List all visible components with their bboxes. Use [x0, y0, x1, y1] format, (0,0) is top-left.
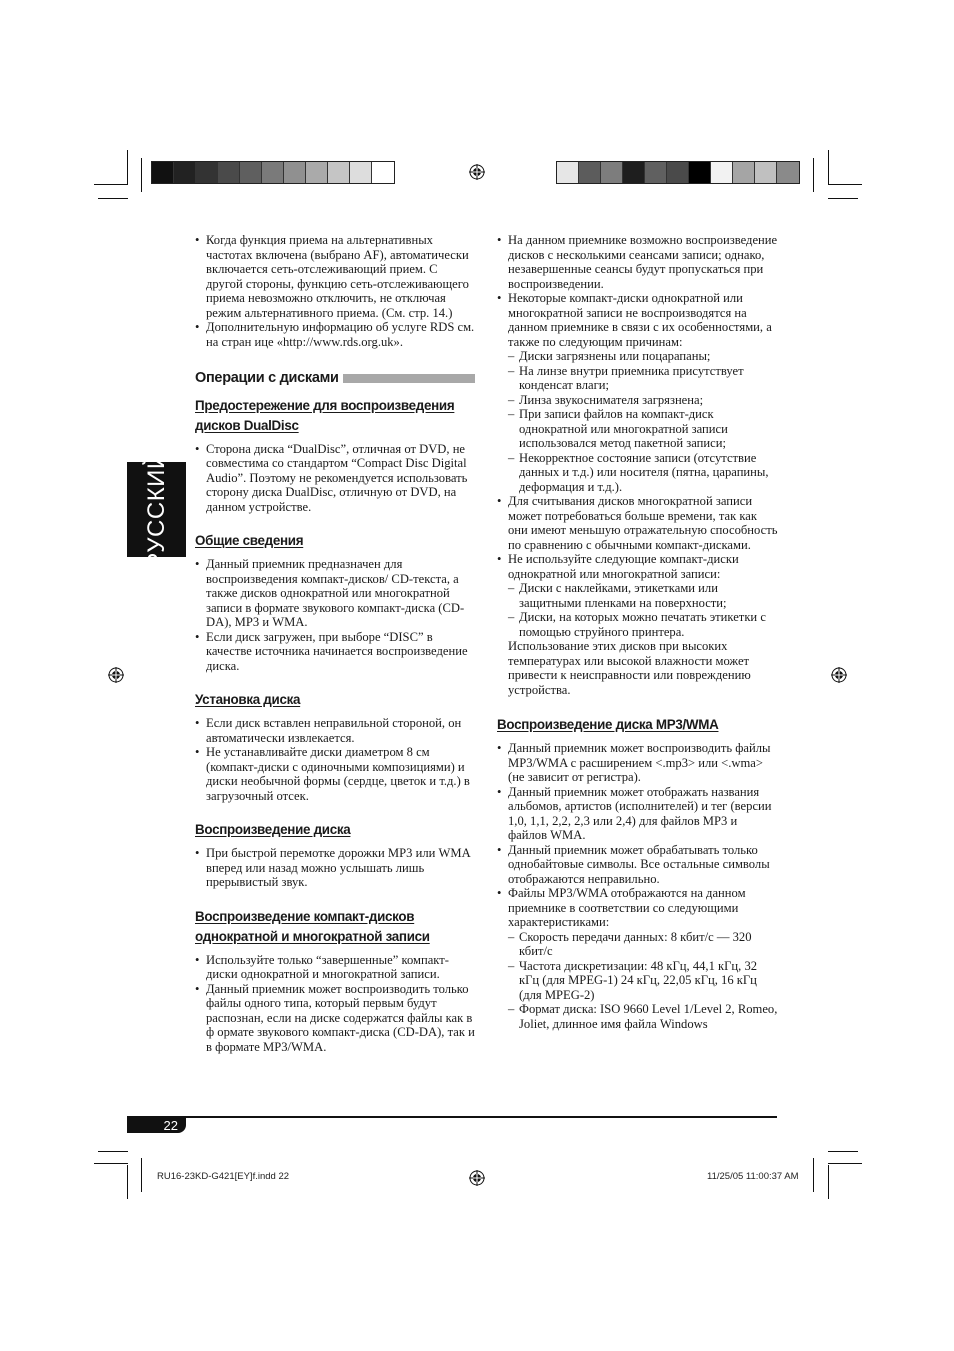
- list-item: • Если диск загружен, при выборе “DISC” в качестве источника начинается воспроизведение диска.: [195, 630, 475, 674]
- color-swatch: [623, 162, 645, 183]
- crop-mark: [828, 184, 862, 185]
- crop-mark: [94, 1163, 128, 1164]
- heading-playback: [195, 820, 475, 840]
- language-tab-label: РУССКИЙ: [142, 450, 170, 569]
- list-item: • При быстрой перемотке дорожки MP3 или WMA вперед или назад можно услышать лишь прерывистый звук.: [195, 846, 475, 890]
- heading-general-text: Общие сведения: [195, 533, 304, 548]
- color-swatch: [218, 162, 240, 183]
- list-item: • Данный приемник может обрабатывать только однобайтовые символы. Все остальные символы отображаются неправильно.: [497, 843, 779, 887]
- list-item: • Для считывания дисков многократной записи может потребоваться больше времени, так как они имеют меньшую отражательную способность по сравнению с обычными компакт-дисками.: [497, 494, 779, 552]
- sub-list-item: – Формат диска: ISO 9660 Level 1/Level 2, Romeo, Joliet, длинное имя файла Windows: [497, 1002, 779, 1031]
- list-item: • Данный приемник может воспроизводить файлы MP3/WMA с расширением <.mp3> или <.wma> (не зависит от регистра).: [497, 741, 779, 785]
- list-item: • Используйте только “завершенные” компакт-диски однократной и многократной записи.: [195, 953, 475, 982]
- crop-mark: [98, 198, 128, 199]
- crop-mark: [141, 1158, 142, 1192]
- color-swatch: [711, 162, 733, 183]
- color-swatch: [667, 162, 689, 183]
- color-swatch: [733, 162, 755, 183]
- crop-mark: [813, 158, 814, 192]
- install-list: [195, 716, 475, 803]
- color-swatch: [328, 162, 350, 183]
- sub-list-item: – При записи файлов на компакт-диск однократной или многократной записи использовался метод пакетной записи;: [497, 407, 779, 451]
- section-heading: [195, 371, 475, 386]
- heading-install: [195, 690, 475, 710]
- registration-mark-icon: [469, 164, 485, 180]
- heading-cdr-text: Воспроизведение компакт-дисков однократной и многократной записи: [195, 908, 430, 944]
- registration-mark-icon: [469, 1170, 485, 1186]
- color-bar-right: [556, 161, 800, 184]
- color-swatch: [579, 162, 601, 183]
- general-list: [195, 557, 475, 673]
- section-title: Операции с дисками: [195, 370, 339, 386]
- cdr-list: [195, 953, 475, 1055]
- dualdisc-list: [195, 442, 475, 515]
- list-item: • Файлы MP3/WMA отображаются на данном приемнике в соответствии со следующими характеристиками:: [497, 886, 779, 930]
- color-swatch: [262, 162, 284, 183]
- timestamp-slug: 11/25/05 11:00:37 AM: [707, 1171, 799, 1182]
- page-number: 22: [127, 1118, 186, 1133]
- crop-mark: [94, 184, 128, 185]
- sub-list-item: – Скорость передачи данных: 8 кбит/с — 320 кбит/с: [497, 930, 779, 959]
- left-column: [195, 233, 475, 1054]
- heading-mp3-text: Воспроизведение диска MP3/WMA: [497, 717, 719, 732]
- list-item: • Когда функция приема на альтернативных частотах включена (выбрано AF), автоматически включается сеть-отслеживающий прием. С другой стороны, функцию сеть-отслеживающего приема невозможно отключить, не отключая режим альтернативного приема. (См. стр. 14.): [195, 233, 475, 320]
- sub-list-item: – Диски с наклейками, этикетками или защитными пленками на поверхности;: [497, 581, 779, 610]
- color-swatch: [689, 162, 711, 183]
- color-swatch: [645, 162, 667, 183]
- crop-mark: [828, 1151, 858, 1152]
- sub-list-item: – Диски загрязнены или поцарапаны;: [497, 349, 779, 364]
- heading-dualdisc: [195, 396, 475, 436]
- crop-mark: [828, 198, 858, 199]
- section-rule: [343, 374, 475, 383]
- crop-mark: [127, 1165, 128, 1199]
- heading-mp3: [497, 715, 779, 735]
- sub-list-item: – Диски, на которых можно печатать этикетки с помощью струйного принтера.: [497, 610, 779, 639]
- list-item: • Некоторые компакт-диски однократной или многократной записи не воспроизводятся на данном приемнике в связи с их особенностями, а также по следующим причинам:: [497, 291, 779, 349]
- playback-list: [195, 846, 475, 890]
- sub-list-item: – Частота дискретизации: 48 кГц, 44,1 кГц, 32 кГц (для MPEG-1) 24 кГц, 22,05 кГц, 16 кГц (для MPEG-2): [497, 959, 779, 1003]
- crop-mark: [828, 150, 829, 184]
- heading-cdr: [195, 907, 475, 947]
- color-swatch: [601, 162, 623, 183]
- heading-install-text: Установка диска: [195, 692, 301, 707]
- color-swatch: [240, 162, 262, 183]
- list-item: • Сторона диска “DualDisc”, отличная от DVD, не совместима со стандартом “Compact Disc Digital Audio”. Поэтому не рекомендуется использовать сторону диска DualDisc, отличную от DVD, на данном устройстве.: [195, 442, 475, 515]
- heading-dualdisc-text: Предостережение для воспроизведения дисков DualDisc: [195, 397, 455, 433]
- crop-mark: [141, 158, 142, 192]
- crop-mark: [98, 1151, 128, 1152]
- color-swatch: [350, 162, 372, 183]
- color-swatch: [152, 162, 174, 183]
- color-swatch: [777, 162, 799, 183]
- registration-mark-icon: [831, 667, 847, 683]
- heading-general: [195, 531, 475, 551]
- crop-mark: [828, 1165, 829, 1199]
- color-swatch: [372, 162, 394, 183]
- list-item: • Данный приемник может отображать названия альбомов, артистов (исполнителей) и тег (версии 1,0, 1,1, 2,2, 2,3 или 2,4) для файлов MP3 и файлов WMA.: [497, 785, 779, 843]
- color-swatch: [557, 162, 579, 183]
- sub-list-item: – На линзе внутри приемника присутствует конденсат влаги;: [497, 364, 779, 393]
- list-item: Использование этих дисков при высоких температурах или высокой влажности может привести к неисправности или повреждению устройства.: [508, 639, 751, 697]
- list-item: • Если диск вставлен неправильной стороной, он автоматически извлекается.: [195, 716, 475, 745]
- heading-playback-text: Воспроизведение диска: [195, 822, 351, 837]
- sub-list-item: – Линза звукоснимателя загрязнена;: [497, 393, 779, 408]
- crop-mark: [828, 1163, 862, 1164]
- registration-mark-icon: [108, 667, 124, 683]
- list-item: • Не используйте следующие компакт-диски однократной или многократной записи:: [497, 552, 779, 581]
- file-slug: RU16-23KD-G421[EY]f.indd 22: [157, 1171, 290, 1182]
- mp3-list: [497, 741, 779, 1031]
- list-item: • Данный приемник может воспроизводить только файлы одного типа, который первым будут распознан, если на диске содержатся файлы как в ф ормате звукового компакт-диска (CD-DA), так и в формате MP3/WMA.: [195, 982, 475, 1055]
- list-item: • Дополнительную информацию об услуге RDS см. на стран ице «http://www.rds.org.uk».: [195, 320, 475, 349]
- color-swatch: [755, 162, 777, 183]
- language-tab: [127, 450, 186, 569]
- color-swatch: [174, 162, 196, 183]
- list-item: • На данном приемнике возможно воспроизведение дисков с несколькими сеансами записи; однако, незавершенные сеансы будут пропускаться при воспроизведении.: [497, 233, 779, 291]
- crop-mark: [127, 150, 128, 184]
- footer-rule: [127, 1116, 777, 1118]
- crop-mark: [813, 1158, 814, 1192]
- cdr-notes-list: [497, 233, 779, 697]
- color-bar-left: [151, 161, 395, 184]
- color-swatch: [306, 162, 328, 183]
- list-item: • Не устанавливайте диски диаметром 8 см (компакт-диски с одиночными композициями) и диски необычной формы (сердце, цветок и т.д.) в загрузочный отсек.: [195, 745, 475, 803]
- color-swatch: [196, 162, 218, 183]
- color-swatch: [284, 162, 306, 183]
- sub-list-item: – Некорректное состояние записи (отсутствие данных и т.д.) или носителя (пятна, царапины, деформация и т.д.).: [497, 451, 779, 495]
- intro-list: [195, 233, 475, 349]
- right-column: [497, 233, 779, 1031]
- list-item: • Данный приемник предназначен для воспроизведения компакт-дисков/ CD-текста, а также дисков однократной или многократной записи в формате звукового компакт-диска (CD-DA), MP3 и WMA.: [195, 557, 475, 630]
